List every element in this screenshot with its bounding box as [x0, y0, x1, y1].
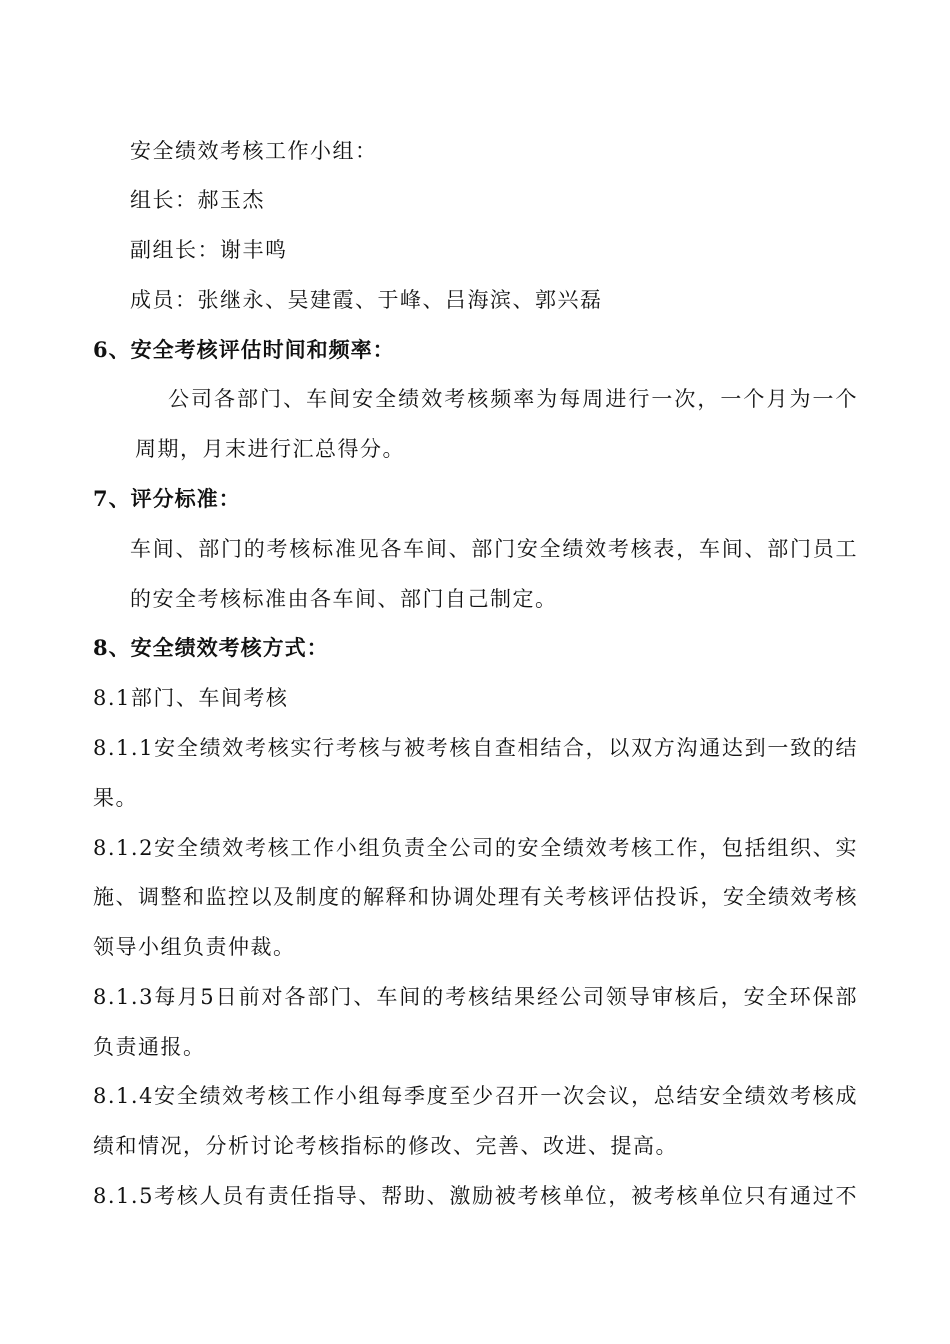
- section-6-heading: 6、安全考核评估时间和频率：: [93, 337, 395, 362]
- item-8-1-1-line2: 果。: [93, 786, 138, 810]
- section-8-1-title: 8.1部门、车间考核: [93, 686, 289, 710]
- team-leader: 组长：郝玉杰: [130, 188, 265, 212]
- item-8-1-2-line1: 8.1.2安全绩效考核工作小组负责全公司的安全绩效考核工作，包括组织、实: [93, 836, 858, 860]
- item-8-1-2-line2: 施、调整和监控以及制度的解释和协调处理有关考核评估投诉，安全绩效考核: [93, 885, 858, 909]
- item-8-1-5-line1: 8.1.5考核人员有责任指导、帮助、激励被考核单位，被考核单位只有通过不: [93, 1184, 858, 1208]
- section-8-heading: 8、安全绩效考核方式：: [93, 635, 329, 660]
- section-7-text-line2: 的安全考核标准由各车间、部门自己制定。: [130, 587, 558, 611]
- item-8-1-1-line1: 8.1.1安全绩效考核实行考核与被考核自查相结合，以双方沟通达到一致的结: [93, 736, 858, 760]
- item-8-1-4-line2: 绩和情况，分析讨论考核指标的修改、完善、改进、提高。: [93, 1134, 678, 1158]
- section-7-text-line1: 车间、部门的考核标准见各车间、部门安全绩效考核表，车间、部门员工: [130, 537, 858, 561]
- section-6-text-line1: 公司各部门、车间安全绩效考核频率为每周进行一次，一个月为一个: [168, 387, 858, 411]
- team-deputy: 副组长：谢丰鸣: [130, 238, 288, 262]
- item-8-1-2-line3: 领导小组负责仲裁。: [93, 935, 296, 959]
- section-7-heading: 7、评分标准：: [93, 486, 241, 511]
- team-title: 安全绩效考核工作小组：: [130, 139, 378, 163]
- item-8-1-3-line1: 8.1.3每月5日前对各部门、车间的考核结果经公司领导审核后，安全环保部: [93, 985, 858, 1009]
- item-8-1-4-line1: 8.1.4安全绩效考核工作小组每季度至少召开一次会议，总结安全绩效考核成: [93, 1084, 858, 1108]
- section-6-text-line2: 周期，月末进行汇总得分。: [135, 437, 405, 461]
- item-8-1-3-line2: 负责通报。: [93, 1035, 206, 1059]
- team-members: 成员：张继永、吴建霞、于峰、吕海滨、郭兴磊: [130, 288, 603, 312]
